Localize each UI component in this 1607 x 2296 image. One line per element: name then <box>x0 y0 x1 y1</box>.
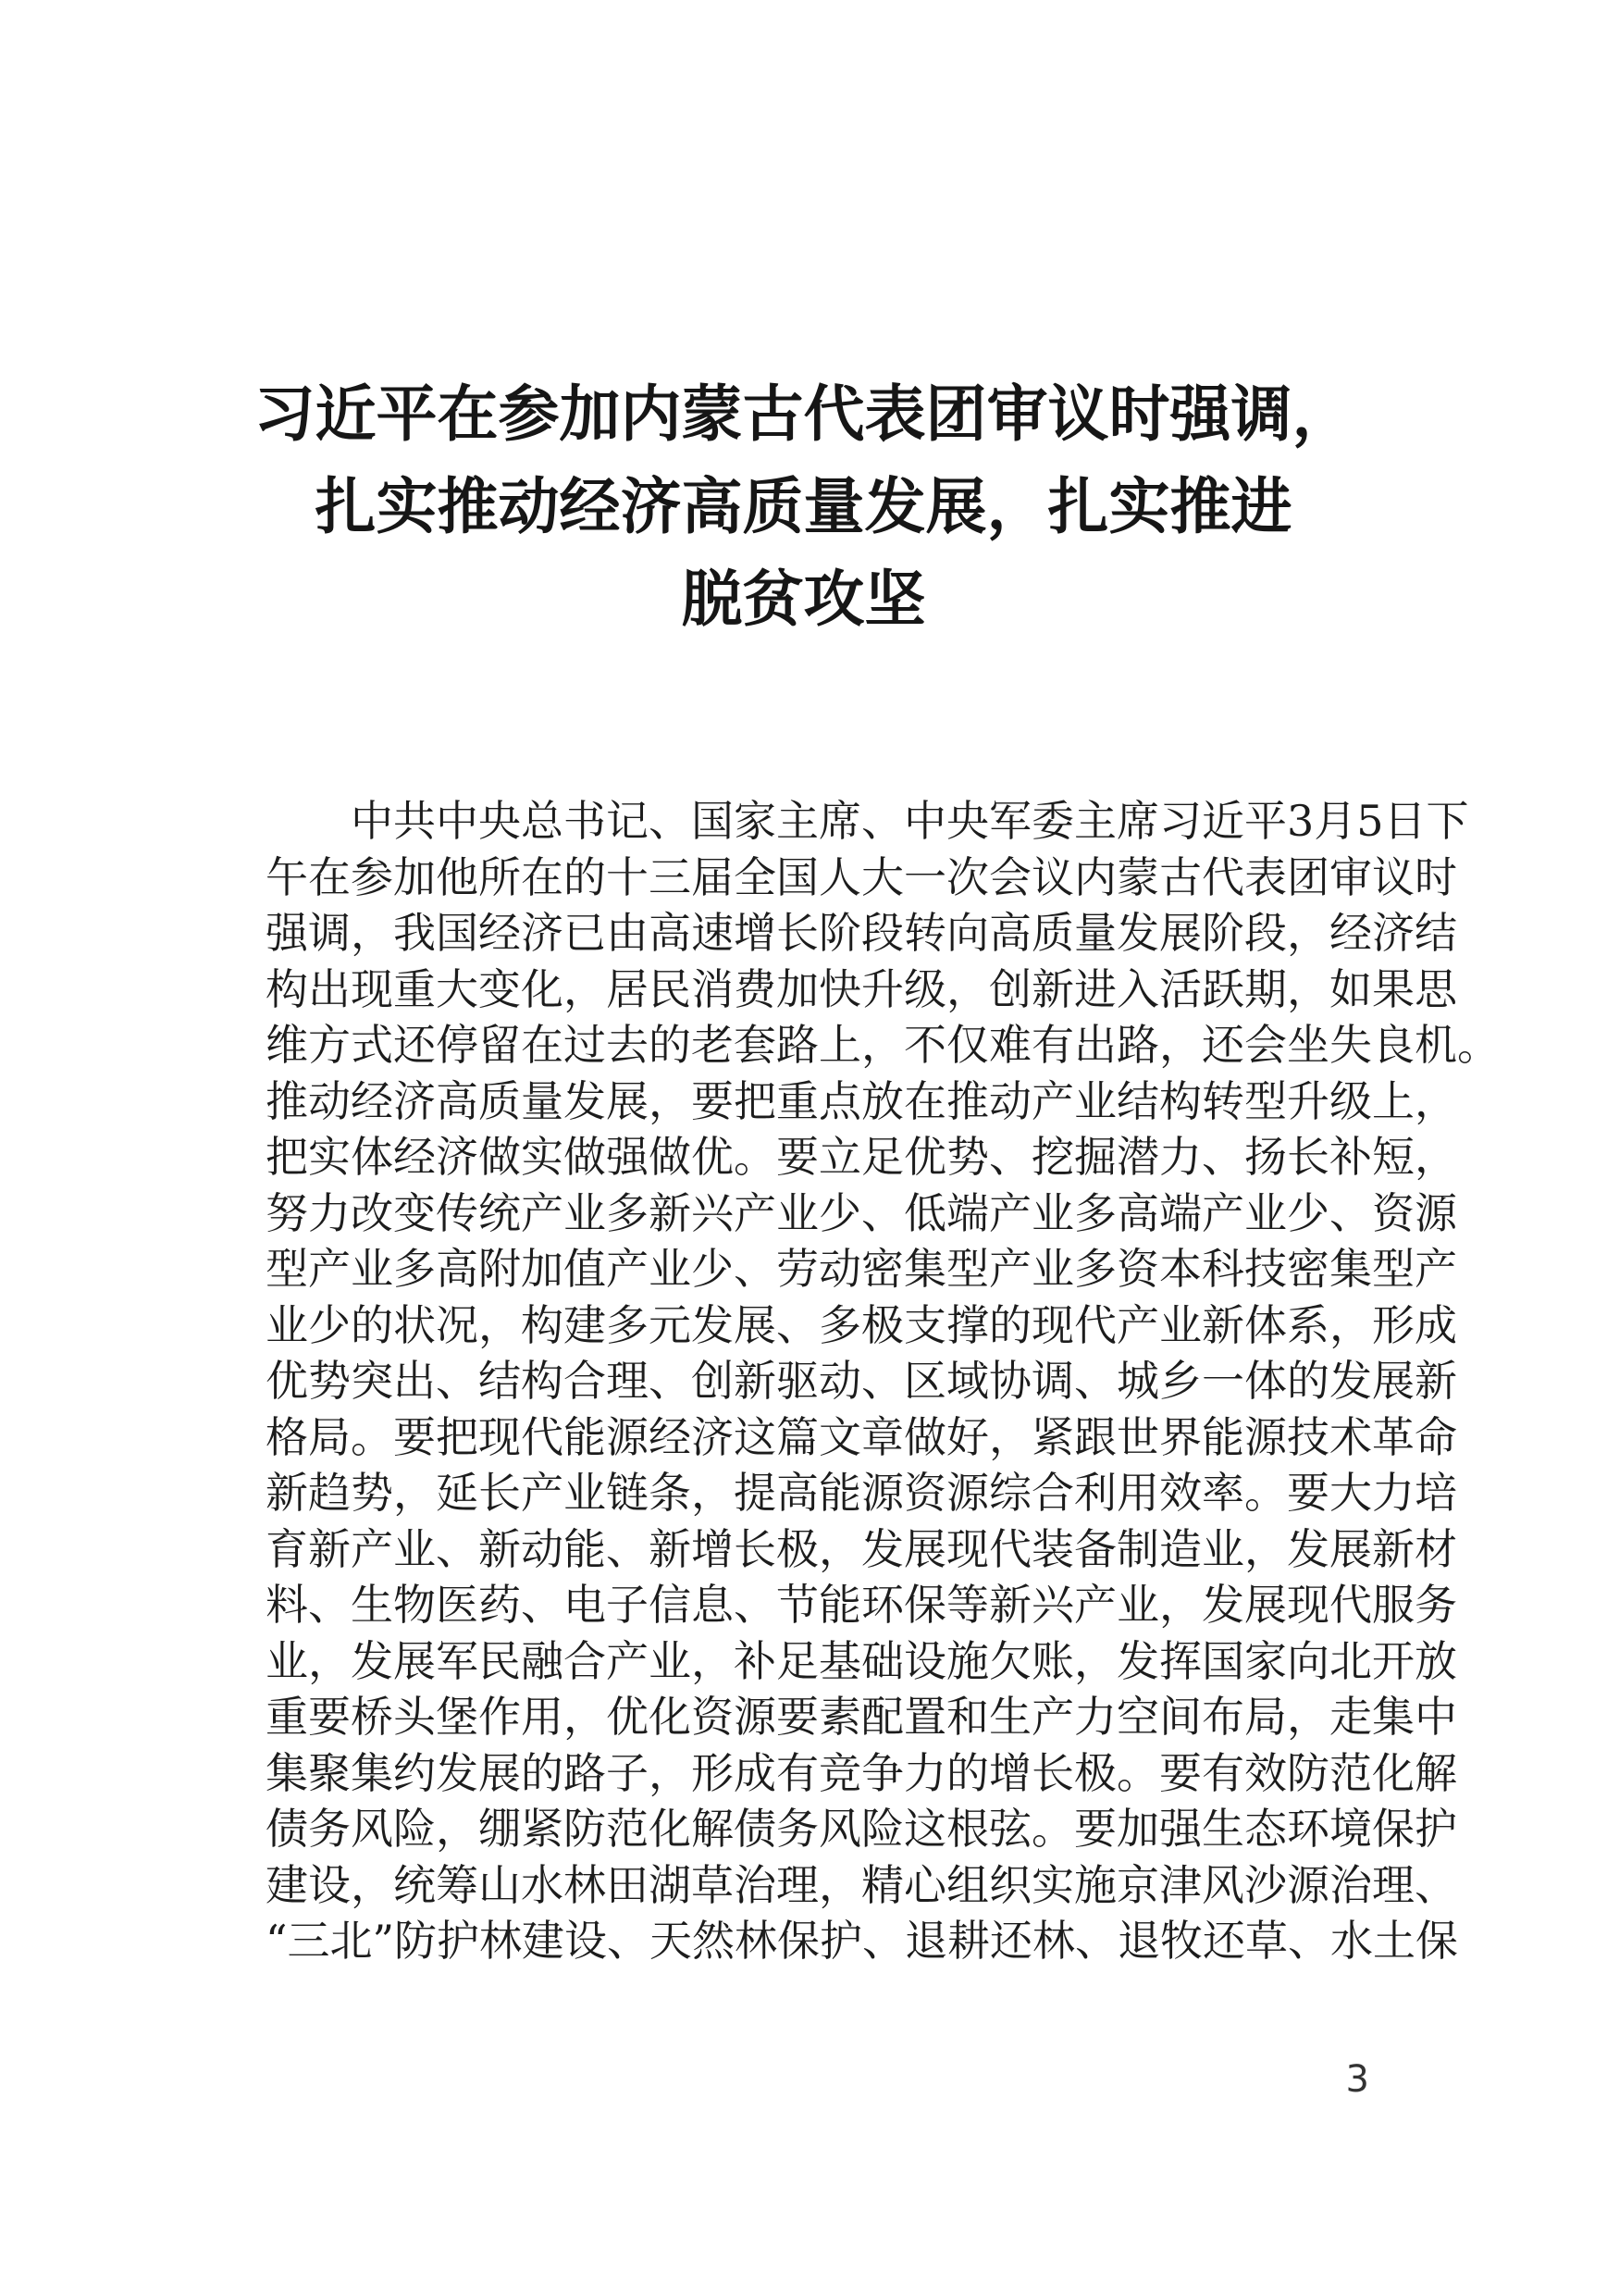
body-line: 育新产业、新动能、新增长极，发展现代装备制造业，发展新材 <box>266 1523 1457 1574</box>
body-line: 把实体经济做实做强做优。要立足优势、挖掘潜力、扬长补短， <box>266 1132 1457 1182</box>
body-line: 优势突出、结构合理、创新驱动、区域协调、城乡一体的发展新 <box>266 1356 1457 1406</box>
title-line: 脱贫攻坚 <box>681 564 926 635</box>
body-line: 型产业多高附加值产业少、劳动密集型产业多资本科技密集型产 <box>266 1244 1457 1294</box>
page-number: 3 <box>1345 2058 1369 2101</box>
body-line: 重要桥头堡作用，优化资源要素配置和生产力空间布局，走集中 <box>266 1692 1457 1742</box>
body-line: 中共中央总书记、国家主席、中央军委主席习近平3月5日下 <box>351 796 1469 846</box>
article-body <box>266 793 1500 1969</box>
body-line: 推动经济高质量发展，要把重点放在推动产业结构转型升级上， <box>266 1075 1457 1126</box>
title-line: 扎实推动经济高质量发展，扎实推进 <box>315 471 1292 542</box>
body-line: 料、生物医药、电子信息、节能环保等新兴产业，发展现代服务 <box>266 1580 1457 1630</box>
body-line: 债务风险，绷紧防范化解债务风险这根弦。要加强生态环境保护 <box>266 1804 1457 1854</box>
body-line: 新趋势，延长产业链条，提高能源资源综合利用效率。要大力培 <box>266 1468 1457 1518</box>
body-line: 业，发展军民融合产业，补足基础设施欠账，发挥国家向北开放 <box>266 1635 1457 1686</box>
body-line: 维方式还停留在过去的老套路上，不仅难有出路，还会坐失良机。 <box>266 1020 1500 1070</box>
body-line: 建设，统筹山水林田湖草治理，精心组织实施京津风沙源治理、 <box>266 1859 1457 1910</box>
body-line: 努力改变传统产业多新兴产业少、低端产业多高端产业少、资源 <box>266 1187 1457 1238</box>
article-title <box>185 368 1422 646</box>
body-line: 强调，我国经济已由高速增长阶段转向高质量发展阶段，经济结 <box>266 908 1457 958</box>
body-line: 集聚集约发展的路子，形成有竞争力的增长极。要有效防范化解 <box>266 1747 1457 1798</box>
body-line: “三北”防护林建设、天然林保护、退耕还林、退牧还草、水土保 <box>266 1916 1459 1966</box>
body-line: 格局。要把现代能源经济这篇文章做好，紧跟世界能源技术革命 <box>266 1411 1457 1462</box>
title-line: 习近平在参加内蒙古代表团审议时强调， <box>253 379 1354 450</box>
body-line: 构出现重大变化，居民消费加快升级，创新进入活跃期，如果思 <box>266 963 1457 1014</box>
body-line: 业少的状况，构建多元发展、多极支撑的现代产业新体系，形成 <box>266 1299 1457 1350</box>
body-line: 午在参加他所在的十三届全国人大一次会议内蒙古代表团审议时 <box>266 851 1457 902</box>
